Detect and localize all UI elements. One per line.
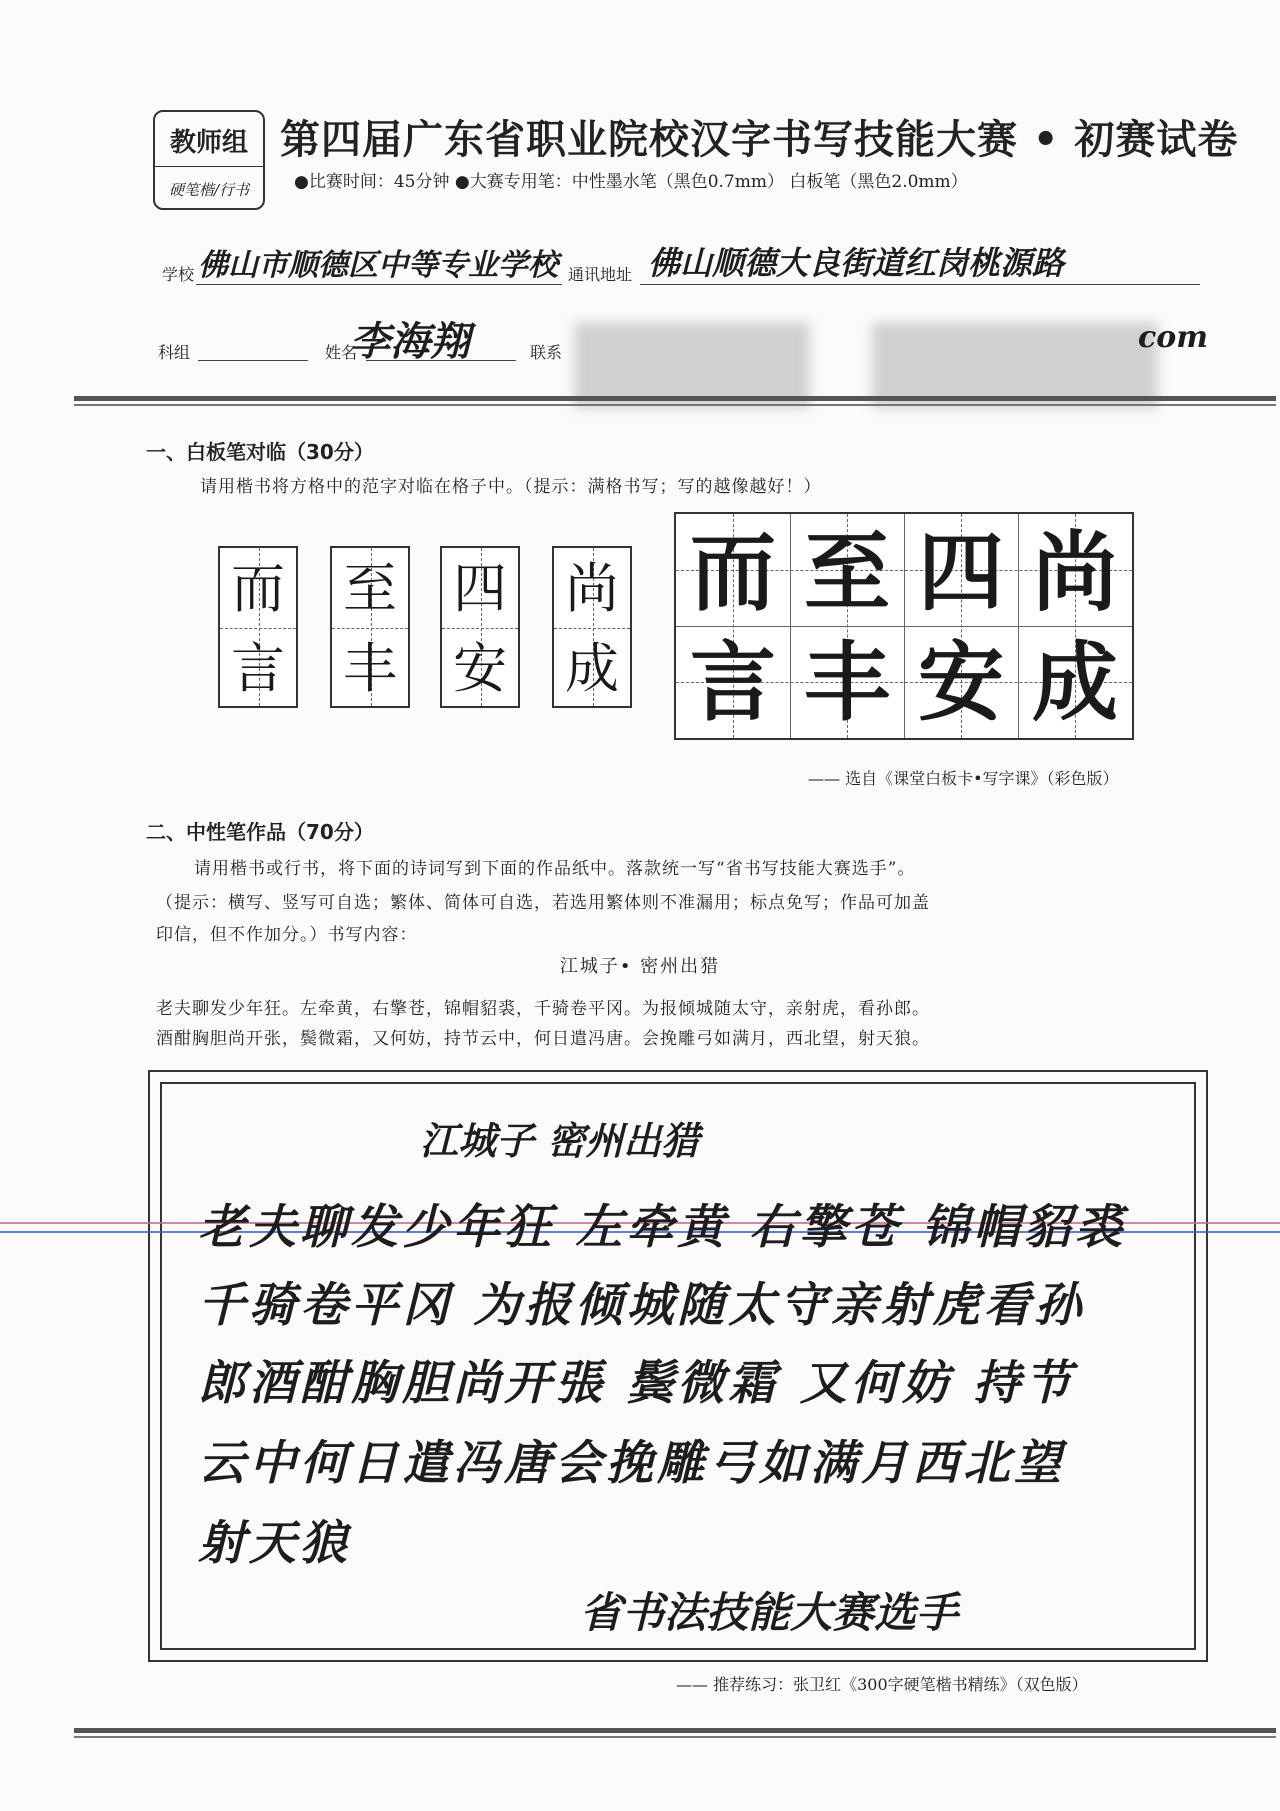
poem-line-1: 老夫聊发少年狂。左牵黄，右擎苍，锦帽貂裘，千骑卷平冈。为报倾城随太守，亲射虎，看孙郎。 [156, 999, 930, 1019]
work-line-3: 郎酒酣胸胆尚开張 鬓微霜 又何妨 持节 [198, 1356, 1076, 1411]
practice-char: 至 [343, 557, 397, 620]
badge-group-label: 教师组 [155, 120, 263, 167]
work-signature: 省书法技能大赛选手 [580, 1588, 959, 1637]
header-divider [74, 396, 1276, 401]
section1-source: —— 选自《课堂白板卡•写字课》（彩色版） [808, 769, 1119, 788]
page-subtitle: ●比赛时间：45分钟 ●大赛专用笔：中性墨水笔（黑色0.7mm） 白板笔（黑色2.0mm） [294, 172, 968, 192]
practice-char: 安 [453, 637, 507, 700]
model-char: 四 [918, 522, 1004, 623]
school-label: 学校 [162, 265, 195, 284]
section2-instruction-1: 请用楷书或行书，将下面的诗词写到下面的作品纸中。落款统一写“省书写技能大赛选手”。 [194, 859, 916, 879]
footer-divider [74, 1728, 1276, 1733]
practice-char: 言 [231, 637, 285, 700]
school-underline [196, 284, 562, 285]
address-field[interactable]: 佛山顺德大良街道红岗桃源路 [648, 244, 1065, 282]
work-title: 江城子 密州出猎 [420, 1118, 700, 1163]
badge-sub-label: 硬笔楷/行书 [168, 181, 250, 199]
address-underline [640, 284, 1200, 285]
model-char: 至 [804, 522, 890, 623]
work-footer: —— 推荐练习：张卫红《300字硬笔楷书精练》（双色版） [676, 1675, 1088, 1694]
subject-label: 科组 [158, 343, 191, 362]
name-field[interactable]: 李海翔 [350, 318, 470, 365]
work-line-4: 云中何日遣冯唐会挽雕弓如满月西北望 [198, 1436, 1065, 1491]
footer-divider-thin [74, 1736, 1276, 1738]
model-char: 成 [1032, 632, 1118, 733]
practice-char: 而 [231, 557, 285, 620]
practice-box-4[interactable] [552, 546, 632, 708]
practice-char: 成 [565, 637, 619, 700]
section2-heading: 二、中性笔作品（70分） [146, 820, 374, 844]
section2-instruction-2: （提示：横写、竖写可自选；繁体、简体可自选，若选用繁体则不准漏用；标点免写；作品可加盖 [156, 893, 930, 913]
section2-instruction-3: 印信，但不作加分。）书写内容： [156, 925, 418, 945]
work-line-1: 老夫聊发少年狂 左牵黄 右擎苍 锦帽貂裘 [198, 1200, 1127, 1255]
model-grid [674, 512, 1134, 740]
page-title: 第四届广东省职业院校汉字书写技能大赛 • 初赛试卷 [280, 117, 1239, 163]
practice-char: 丰 [343, 637, 397, 700]
practice-char: 尚 [565, 557, 619, 620]
model-char: 尚 [1032, 522, 1118, 623]
section1-instruction: 请用楷书将方格中的范字对临在格子中。（提示：满格书写；写的越像越好！） [200, 477, 822, 497]
practice-char: 四 [453, 557, 507, 620]
poem-title: 江城子• 密州出猎 [559, 956, 721, 977]
poem-line-2: 酒酣胸胆尚开张，鬓微霜，又何妨，持节云中，何日遣冯唐。会挽雕弓如满月，西北望，射天狼。 [156, 1029, 930, 1049]
practice-box-3[interactable] [440, 546, 520, 708]
work-line-5: 射天狼 [198, 1516, 351, 1571]
school-field[interactable]: 佛山市顺德区中等专业学校 [198, 248, 558, 283]
practice-box-1[interactable] [218, 546, 298, 708]
header-divider-thin [74, 404, 1276, 406]
practice-box-2[interactable] [330, 546, 410, 708]
model-char: 而 [690, 522, 776, 623]
model-char: 言 [690, 632, 776, 733]
work-line-2: 千骑卷平冈 为报倾城随太守亲射虎看孙 [198, 1278, 1086, 1333]
group-badge [153, 110, 265, 210]
contact-label: 联系 [530, 343, 563, 362]
section1-heading: 一、白板笔对临（30分） [146, 440, 374, 464]
model-char: 丰 [804, 632, 890, 733]
subject-field[interactable] [198, 360, 308, 361]
model-char: 安 [918, 632, 1004, 733]
name-label: 姓名 [325, 343, 358, 362]
address-label: 通讯地址 [568, 265, 633, 284]
email-tail: com [1138, 320, 1209, 355]
